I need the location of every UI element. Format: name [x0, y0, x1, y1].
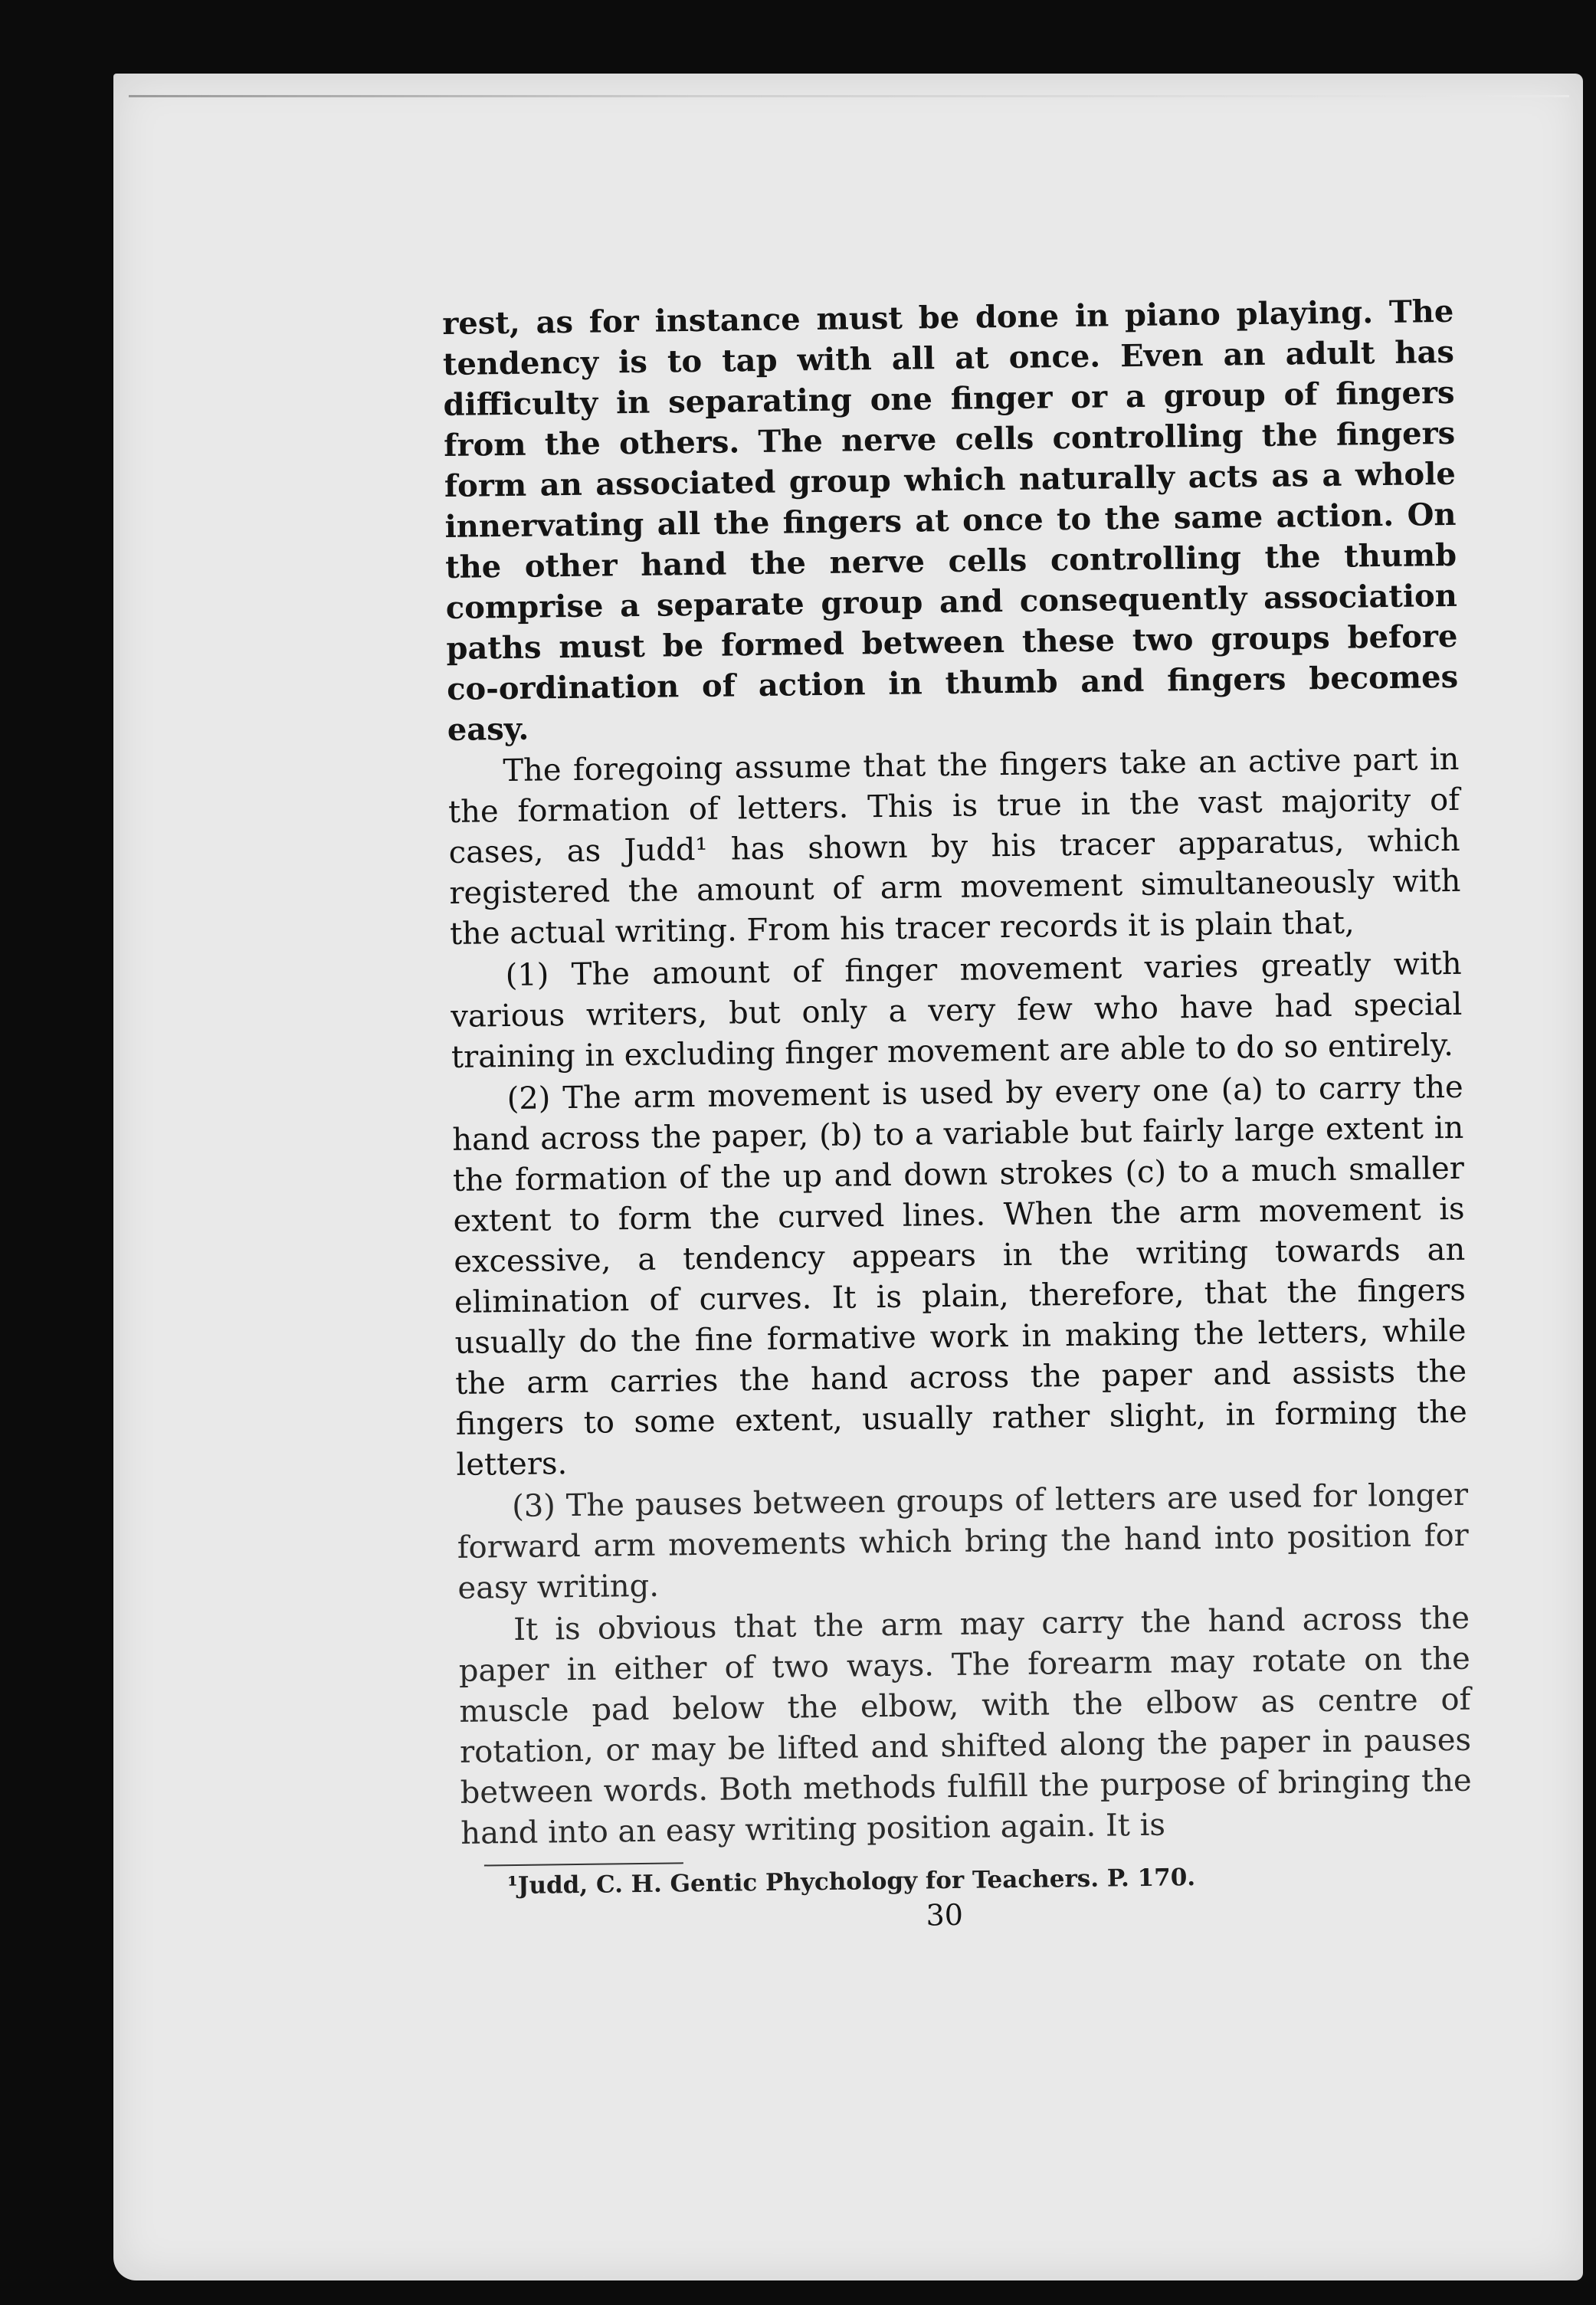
paragraph-3: (1) The amount of finger movement varies greatly with various writers, but only a very few who have had special training in excluding finger movement are able to do so entirely.	[451, 946, 1463, 1075]
paragraph-5: (3) The pauses between groups of letters are used for longer forward arm movements which bring the hand into position for easy writing.	[457, 1477, 1470, 1606]
page-number: 30	[926, 1897, 964, 1933]
paragraph-1: rest, as for instance must be done in piano playing. The tendency is to tap with all at once. Even an adult has difficulty in separating one finger or a group of fingers from the others. The nerve cells controlling the fingers form an associated group which naturally acts as a whole innervating all the fingers at once to the same action. On the other hand the nerve cells controlling the thumb comprise a separate group and consequently association paths must be formed between these two groups before co-ordination of action in thumb and fingers becomes easy.	[442, 293, 1459, 748]
footnote: ¹Judd, C. H. Gentic Phychology for Teachers. P. 170.	[507, 1864, 1196, 1900]
body-text	[442, 291, 1473, 1939]
paragraph-2: The foregoing assume that the fingers take an active part in the formation of letters. This is true in the vast majority of cases, as Judd¹ has shown by his tracer apparatus, which registered the amount of arm movement simultaneously with the actual writing. From his tracer records it is plain that,	[447, 741, 1461, 952]
paragraph-6: It is obvious that the arm may carry the hand across the paper in either of two ways. The forearm may rotate on the muscle pad below the elbow, with the elbow as centre of rotation, or may be lifted and shifted along the paper in pauses between words. Both methods fulfill the purpose of bringing the hand into an easy writing position again. It is	[458, 1600, 1472, 1851]
page-edge-shadow	[129, 95, 1569, 97]
paragraph-4: (2) The arm movement is used by every one (a) to carry the hand across the paper, (b) to a variable but fairly large extent in the formation of the up and down strokes (c) to a much smaller extent to form the curved lines. When the arm movement is excessive, a tendency appears in the writing towards an elimination of curves. It is plain, therefore, that the fingers usually do the fine formative work in making the letters, while the arm carries the hand across the paper and assists the fingers to some extent, usually rather slight, in forming the letters.	[452, 1069, 1468, 1483]
footnote-divider	[484, 1862, 683, 1866]
